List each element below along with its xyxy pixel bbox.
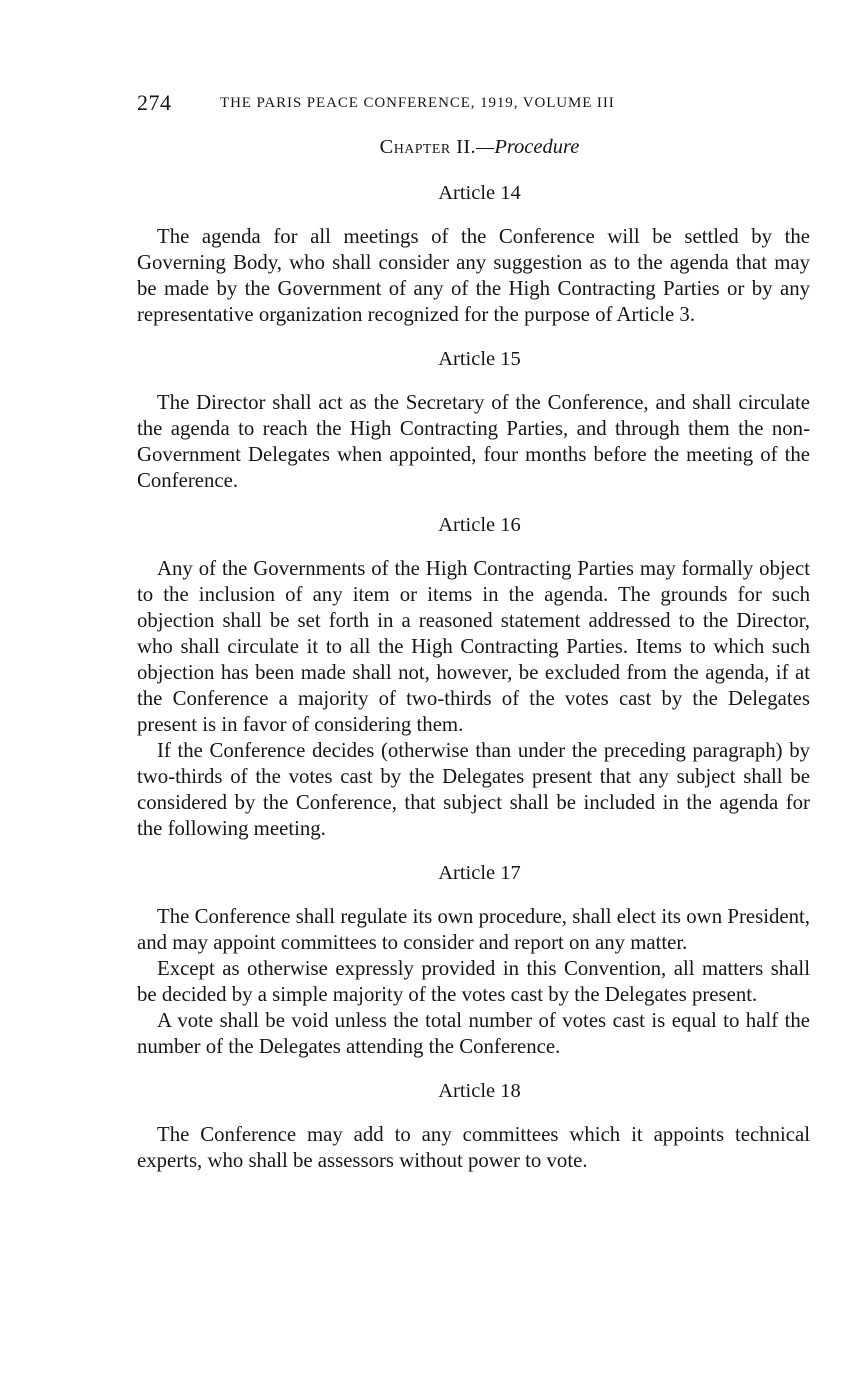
article-heading: Article 17 — [438, 862, 521, 884]
chapter-heading — [137, 132, 810, 162]
article-paragraph: The Conference shall regulate its own procedure, shall elect its own President, and may appoint committees to consider and report on any matter. — [137, 905, 810, 954]
article-15 — [137, 344, 810, 494]
article-14 — [137, 178, 810, 328]
article-17 — [137, 858, 810, 1060]
main-text — [137, 132, 810, 1174]
article-heading: Article 18 — [438, 1080, 521, 1102]
chapter-label: Chapter II. — [379, 136, 477, 158]
article-heading: Article 16 — [438, 514, 521, 536]
chapter-subtitle: —Procedure — [476, 136, 580, 158]
running-title: THE PARIS PEACE CONFERENCE, 1919, VOLUME III — [220, 95, 615, 111]
article-paragraph: The Director shall act as the Secretary of the Conference, and shall circulate the agenda to reach the High Contracting Parties, and through them the non-Government Delegates when appointed, four months before the meeting of the Conference. — [137, 391, 810, 492]
running-header — [137, 90, 817, 120]
article-paragraph: The agenda for all meetings of the Conference will be settled by the Governing Body, who shall consider any suggestion as to the agenda that may be made by the Government of any of the High Contracting Parties or by any representative organization recognized for the purpose of Article 3. — [137, 225, 810, 326]
page-number: 274 — [137, 90, 172, 115]
article-paragraph: Except as otherwise expressly provided in this Convention, all matters shall be decided by a simple majority of the votes cast by the Delegates present. — [137, 957, 810, 1006]
article-heading: Article 14 — [438, 182, 521, 204]
article-paragraph: The Conference may add to any committees which it appoints technical experts, who shall be assessors without power to vote. — [137, 1123, 810, 1172]
article-16 — [137, 510, 810, 842]
article-paragraph: If the Conference decides (otherwise than under the preceding paragraph) by two-thirds of the votes cast by the Delegates present that any subject shall be considered by the Conference, that subject shall be included in the agenda for the following meeting. — [137, 739, 810, 840]
article-paragraph: Any of the Governments of the High Contracting Parties may formally object to the inclusion of any item or items in the agenda. The grounds for such objection shall be set forth in a reasoned statement addressed to the Director, who shall circulate it to all the High Contracting Parties. Items to which such objection has been made shall not, however, be excluded from the agenda, if at the Conference a majority of two-thirds of the votes cast by the Delegates present is in favor of considering them. — [137, 557, 810, 736]
article-18 — [137, 1076, 810, 1174]
article-paragraph: A vote shall be void unless the total number of votes cast is equal to half the number of the Delegates attending the Conference. — [137, 1009, 810, 1058]
article-heading: Article 15 — [438, 348, 521, 370]
